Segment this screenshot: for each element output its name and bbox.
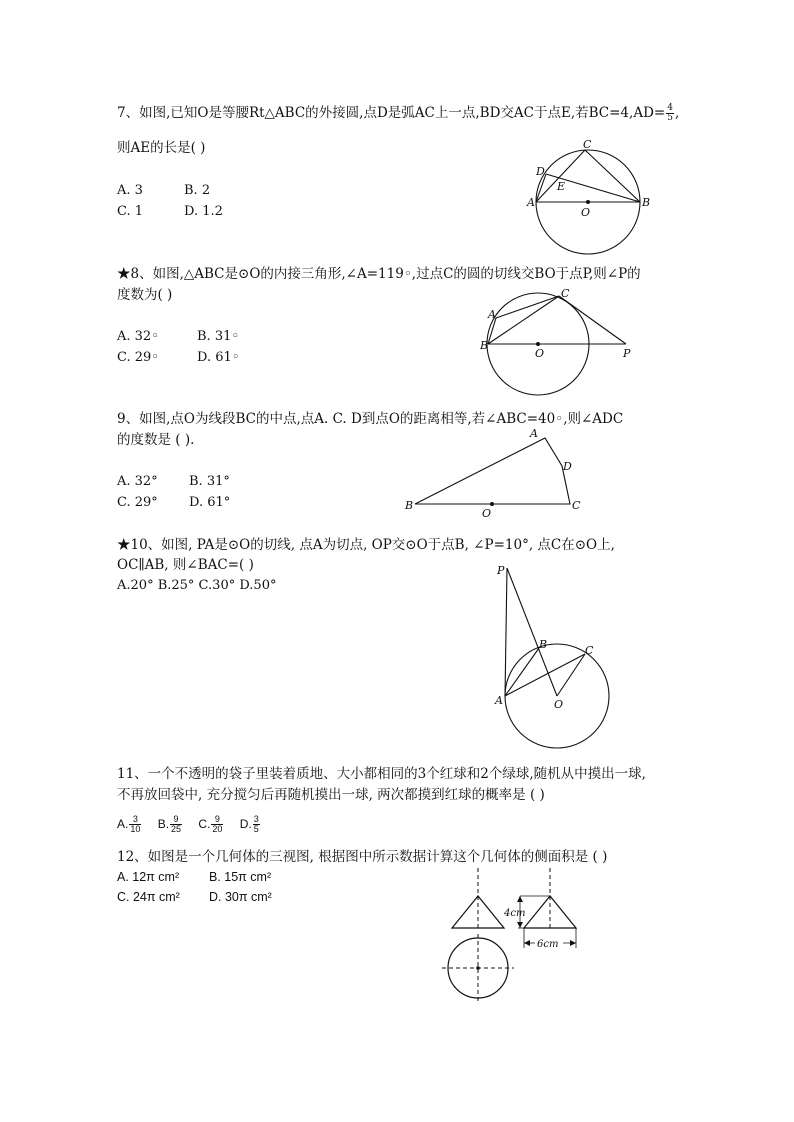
q7-line2: 则AE的长是( ): [117, 140, 206, 156]
q8-line2: 度数为( ): [117, 287, 173, 303]
q9-line1: 9、如图,点O为线段BC的中点,点A. C. D到点O的距离相等,若∠ABC=40◦,则∠ADC: [117, 411, 624, 427]
q12-arrowhead: [517, 896, 523, 902]
q11-line2: 不再放回袋中, 充分搅匀后再随机摸出一球, 两次都摸到红球的概率是 ( ): [117, 787, 545, 803]
q11-option-c: C. $\frac{9}{20}$: [198, 814, 223, 834]
q9-figure: [400, 425, 600, 520]
q8-figure: [478, 285, 638, 395]
q10-label-a: A: [495, 694, 503, 707]
q7-figure: [525, 138, 665, 253]
q8-line1: ★8、如图,△ABC是⊙O的内接三角形,∠A=119◦,过点C的圆的切线交BO于点P,则∠P的: [117, 266, 641, 282]
q12-arrowhead: [570, 940, 576, 946]
q12-option-c: C. 24π cm²: [117, 890, 180, 904]
q10-label-p: P: [497, 564, 505, 577]
q10-figure: [490, 560, 620, 750]
q9-option-a: A. 32°: [117, 474, 158, 489]
q12-option-a: A. 12π cm²: [117, 870, 180, 884]
q10-line2: OC∥AB, 则∠BAC=( ): [117, 557, 254, 573]
q9-label-o: O: [482, 507, 492, 520]
q8-segment-AC: [496, 296, 559, 318]
q9-option-b: B. 31°: [189, 474, 230, 489]
q8-option-d: D. 61◦: [197, 350, 240, 365]
q9-option-c: C. 29°: [117, 495, 158, 510]
q10-segment-CO: [557, 654, 585, 696]
q8-option-c: C. 29◦: [117, 350, 159, 365]
q8-label-p: P: [623, 347, 631, 360]
q10-segment-PO: [507, 568, 557, 696]
q11-line1: 11、一个不透明的袋子里装着质地、大小都相同的3个红球和2个绿球,随机从中摸出一球,: [117, 766, 646, 782]
q11-options: [117, 815, 261, 834]
q12-arrowhead: [524, 940, 530, 946]
q12-options-row1: [117, 870, 271, 884]
q7-options-row1: [117, 183, 210, 198]
q12-figure: [440, 868, 600, 1008]
q8-tangent-CP: [559, 296, 626, 344]
q8-options-row1: [117, 329, 239, 344]
q12-arrowhead: [517, 922, 523, 928]
q7-options-row2: [117, 204, 223, 219]
q8-label-c: C: [561, 287, 570, 300]
q12-option-d: D. 30π cm²: [209, 890, 272, 904]
q9-options-row1: [117, 474, 230, 489]
q9-quadrilateral: [415, 438, 570, 504]
q10-line1: ★10、如图, PA是⊙O的切线, 点A为切点, OP交⊙O于点B, ∠P=10°, 点C在⊙O上,: [117, 537, 615, 553]
q10-segment-AB: [505, 648, 539, 696]
q7-label-d: D: [536, 165, 545, 178]
q7-option-c: C. 1: [117, 204, 144, 219]
q7-option-d: D. 1.2: [184, 204, 223, 219]
q8-options-row2: [117, 350, 239, 365]
q10-label-b: B: [539, 638, 548, 651]
q8-label-o: O: [535, 347, 545, 360]
q12-option-b: B. 15π cm²: [209, 870, 272, 884]
q9-label-a: A: [530, 427, 538, 440]
q8-center-dot: [536, 342, 540, 346]
q9-options-row2: [117, 495, 230, 510]
q7-option-a: A. 3: [117, 183, 143, 198]
q11-option-d: D. $\frac{3}{5}$: [239, 814, 259, 834]
q10-label-c: C: [585, 644, 594, 657]
q7-option-b: B. 2: [184, 183, 211, 198]
q7-label-b: B: [642, 196, 651, 209]
q7-center-dot: [586, 200, 590, 204]
q7-line1: 7、如图,已知O是等腰Rt△ABC的外接圆,点D是弧AC上一点,BD交AC于点E,若BC=4,AD= $\frac{4}{5}$ ,: [117, 103, 680, 123]
q8-label-b: B: [480, 339, 489, 352]
q7-label-e: E: [557, 180, 566, 193]
q8-option-a: A. 32◦: [117, 329, 159, 344]
q9-option-d: D. 61°: [189, 495, 231, 510]
q9-label-c: C: [572, 499, 581, 512]
q9-label-b: B: [405, 499, 414, 512]
q7-label-o: O: [581, 206, 591, 219]
q9-label-d: D: [563, 460, 572, 473]
q12-top-center-dot: [476, 966, 480, 970]
q11-option-b: B. $\frac{9}{25}$: [157, 814, 182, 834]
q12-dim-width: 6cm: [537, 939, 559, 950]
q7-label-a: A: [527, 196, 535, 209]
q8-option-b: B. 31◦: [197, 329, 240, 344]
q12-line1: 12、如图是一个几何体的三视图, 根据图中所示数据计算这个几何体的侧面积是 ( ): [117, 849, 608, 865]
q12-options-row2: [117, 890, 272, 904]
q10-segment-AC: [505, 654, 585, 696]
q10-label-o: O: [554, 698, 564, 711]
q10-options: A.20° B.25° C.30° D.50°: [117, 578, 277, 593]
q9-line2: 的度数是 ( ).: [117, 432, 195, 448]
q8-label-a: A: [488, 308, 496, 321]
q12-dim-height: 4cm: [504, 908, 526, 919]
q8-segment-BC: [488, 296, 559, 344]
q11-option-a: A. $\frac{3}{10}$: [117, 814, 141, 834]
q7-fraction: $\frac{4}{5}$: [667, 103, 673, 123]
q7-label-c: C: [583, 138, 592, 151]
q10-segment-AP: [505, 568, 507, 696]
q9-midpoint-dot: [490, 502, 494, 506]
